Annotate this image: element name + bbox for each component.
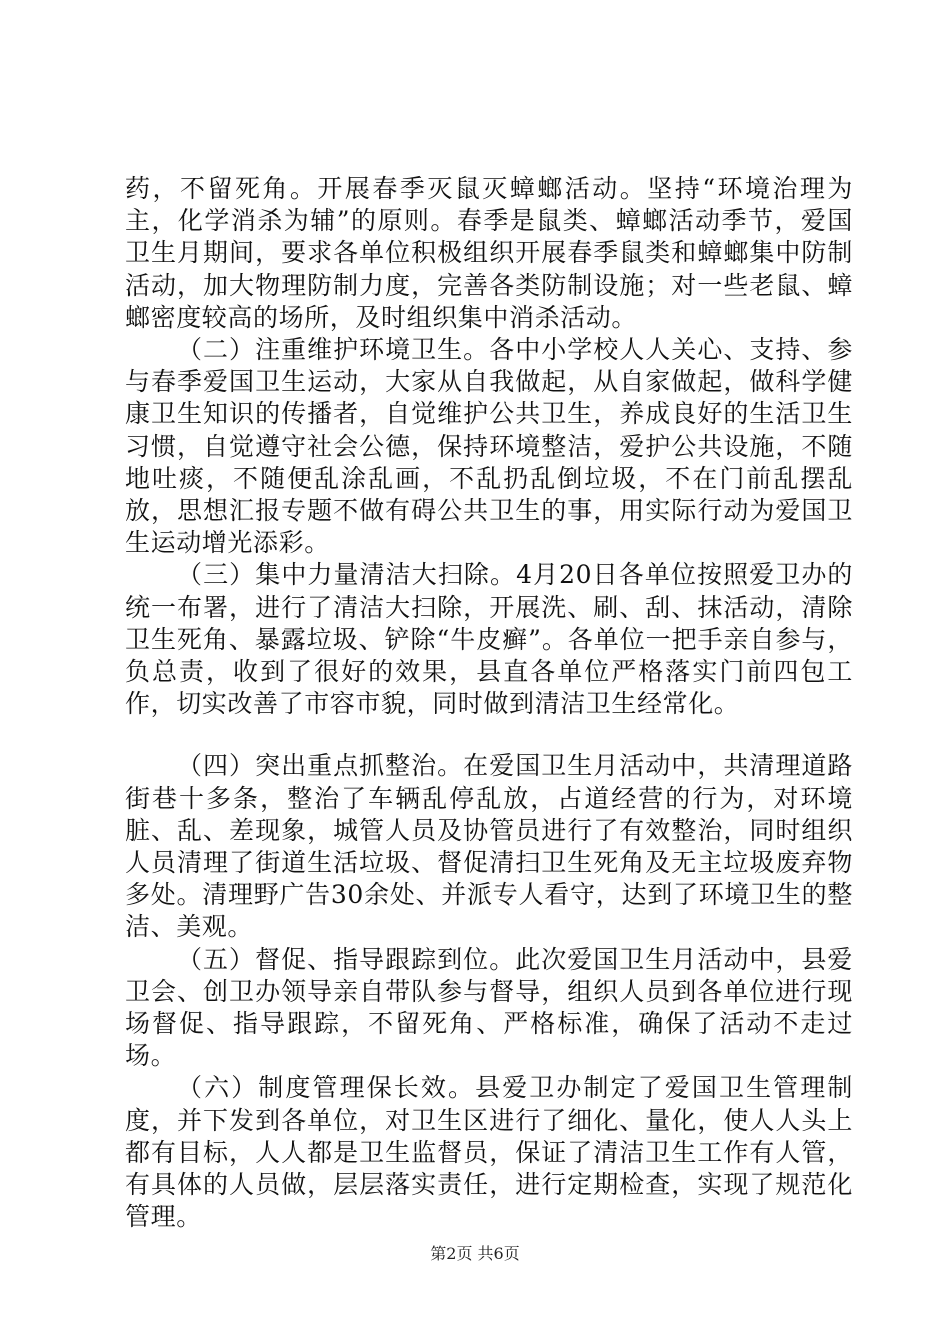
paragraph-section-6: （六）制度管理保长效。县爱卫办制定了爱国卫生管理制度，并下发到各单位，对卫生区进行了细化、量化，使人人头上都有目标，人人都是卫生监督员，保证了清洁卫生工作有人管，有具体的人员做，层层落实责任，进行定期检查，实现了规范化管理。 bbox=[125, 1073, 853, 1232]
paragraph-continuation: 药，不留死角。开展春季灭鼠灭蟑螂活动。坚持“环境治理为主，化学消杀为辅”的原则。春季是鼠类、蟑螂活动季节，爱国卫生月期间，要求各单位积极组织开展春季鼠类和蟑螂集中防制活动，加大物理防制力度，完善各类防制设施；对一些老鼠、蟑螂密度较高的场所，及时组织集中消杀活动。 bbox=[125, 174, 853, 332]
paragraph-section-5: （五）督促、指导跟踪到位。此次爱国卫生月活动中，县爱卫会、创卫办领导亲自带队参与督导，组织人员到各单位进行现场督促、指导跟踪，不留死角、严格标准，确保了活动不走过场。 bbox=[125, 944, 853, 1071]
paragraph-gap bbox=[125, 720, 853, 750]
paragraph-section-4: （四）突出重点抓整治。在爱国卫生月活动中，共清理道路街巷十多条，整治了车辆乱停乱放，占道经营的行为，对环境脏、乱、差现象，城管人员及协管员进行了有效整治，同时组织人员清理了街道生活垃圾、督促清扫卫生死角及无主垃圾废弃物多处。清理野广告30余处、并派专人看守，达到了环境卫生的整洁、美观。 bbox=[125, 751, 853, 942]
paragraph-section-2: （二）注重维护环境卫生。各中小学校人人关心、支持、参与春季爱国卫生运动，大家从自我做起，从自家做起，做科学健康卫生知识的传播者，自觉维护公共卫生，养成良好的生活卫生习惯，自觉遵守社会公德，保持环境整洁，爱护公共设施，不随地吐痰，不随便乱涂乱画，不乱扔乱倒垃圾，不在门前乱摆乱放，思想汇报专题不做有碍公共卫生的事，用实际行动为爱国卫生运动增光添彩。 bbox=[125, 335, 853, 558]
paragraph-section-3: （三）集中力量清洁大扫除。4月20日各单位按照爱卫办的统一布署，进行了清洁大扫除，开展洗、刷、刮、抹活动，清除卫生死角、暴露垃圾、铲除“牛皮癣”。各单位一把手亲自参与，负总责，收到了很好的效果，县直各单位严格落实门前四包工作，切实改善了市容市貌，同时做到清洁卫生经常化。 bbox=[125, 560, 853, 719]
page-number-footer: 第2页 共6页 bbox=[430, 1244, 520, 1263]
document-body bbox=[125, 173, 853, 1234]
